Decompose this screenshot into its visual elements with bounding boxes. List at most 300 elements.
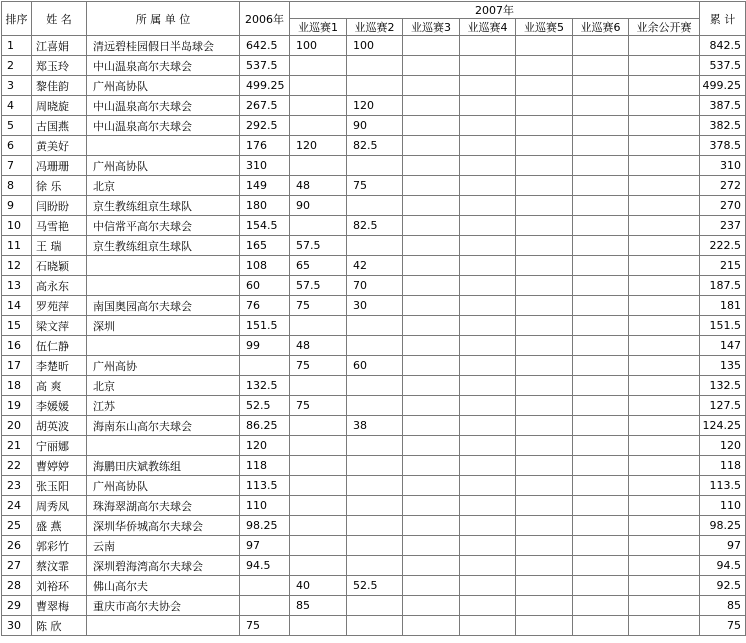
event-4-cell	[460, 596, 516, 616]
unit-cell	[87, 336, 240, 356]
table-row	[2, 376, 746, 396]
event-6-cell	[573, 96, 629, 116]
rank-cell: 3	[2, 76, 32, 96]
score-2006-cell: 60	[240, 276, 290, 296]
name-cell: 郑玉玲	[32, 56, 87, 76]
event-2-cell	[347, 196, 403, 216]
event-2-cell	[347, 396, 403, 416]
unit-cell: 京生教练组京生球队	[87, 236, 240, 256]
total-cell: 187.5	[700, 276, 746, 296]
unit-cell: 南国奥园高尔夫球会	[87, 296, 240, 316]
event-4-cell	[460, 436, 516, 456]
score-2006-cell: 99	[240, 336, 290, 356]
event-2-cell: 70	[347, 276, 403, 296]
total-cell: 92.5	[700, 576, 746, 596]
event-2-cell: 82.5	[347, 216, 403, 236]
event-6-cell	[573, 276, 629, 296]
rank-cell: 27	[2, 556, 32, 576]
event-3-cell	[403, 216, 460, 236]
table-row	[2, 236, 746, 256]
total-cell: 85	[700, 596, 746, 616]
event-1-cell: 100	[290, 36, 347, 56]
rank-cell: 2	[2, 56, 32, 76]
unit-cell: 中山温泉高尔夫球会	[87, 116, 240, 136]
event-6-cell	[573, 336, 629, 356]
event-1-cell	[290, 496, 347, 516]
rank-cell: 19	[2, 396, 32, 416]
score-2006-cell: 76	[240, 296, 290, 316]
total-cell: 97	[700, 536, 746, 556]
rank-cell: 15	[2, 316, 32, 336]
total-cell: 98.25	[700, 516, 746, 536]
event-5-cell	[516, 456, 573, 476]
rank-cell: 9	[2, 196, 32, 216]
event-1-cell	[290, 56, 347, 76]
event-6-cell	[573, 236, 629, 256]
event-4-cell	[460, 556, 516, 576]
unit-cell	[87, 616, 240, 636]
event-1-cell	[290, 556, 347, 576]
event-6-cell	[573, 36, 629, 56]
event-4-cell	[460, 476, 516, 496]
table-row	[2, 596, 746, 616]
event-6-cell	[573, 296, 629, 316]
table-row	[2, 36, 746, 56]
event-1-cell: 75	[290, 356, 347, 376]
event-3-cell	[403, 56, 460, 76]
unit-cell: 珠海翠湖高尔夫球会	[87, 496, 240, 516]
event-2-cell	[347, 436, 403, 456]
header-2006: 2006年	[240, 2, 290, 36]
rank-cell: 20	[2, 416, 32, 436]
event-2-cell	[347, 496, 403, 516]
event-4-cell	[460, 156, 516, 176]
rank-cell: 30	[2, 616, 32, 636]
table-row	[2, 116, 746, 136]
ranking-table	[1, 1, 746, 636]
name-cell: 古国燕	[32, 116, 87, 136]
event-6-cell	[573, 76, 629, 96]
score-2006-cell: 165	[240, 236, 290, 256]
event-2-cell	[347, 56, 403, 76]
total-cell: 181	[700, 296, 746, 316]
event-3-cell	[403, 36, 460, 56]
total-cell: 94.5	[700, 556, 746, 576]
event-3-cell	[403, 196, 460, 216]
event-2-cell	[347, 516, 403, 536]
event-2-cell: 90	[347, 116, 403, 136]
rank-cell: 1	[2, 36, 32, 56]
score-2006-cell: 176	[240, 136, 290, 156]
event-3-cell	[403, 116, 460, 136]
unit-cell: 广州高协队	[87, 76, 240, 96]
header-total: 累 计	[700, 2, 746, 36]
event-6-cell	[573, 516, 629, 536]
event-6-cell	[573, 196, 629, 216]
name-cell: 陈 欣	[32, 616, 87, 636]
table-row	[2, 156, 746, 176]
score-2006-cell: 52.5	[240, 396, 290, 416]
header-event-3: 业巡赛3	[403, 19, 460, 36]
table-body	[2, 36, 746, 636]
event-3-cell	[403, 576, 460, 596]
header-event-2: 业巡赛2	[347, 19, 403, 36]
event-4-cell	[460, 376, 516, 396]
total-cell: 127.5	[700, 396, 746, 416]
event-5-cell	[516, 496, 573, 516]
total-cell: 499.25	[700, 76, 746, 96]
event-4-cell	[460, 196, 516, 216]
event-5-cell	[516, 396, 573, 416]
total-cell: 387.5	[700, 96, 746, 116]
event-3-cell	[403, 376, 460, 396]
table-row	[2, 76, 746, 96]
event-4-cell	[460, 396, 516, 416]
event-1-cell: 48	[290, 336, 347, 356]
unit-cell: 重庆市高尔夫协会	[87, 596, 240, 616]
name-cell: 江喜娟	[32, 36, 87, 56]
event-7-cell	[629, 356, 700, 376]
event-6-cell	[573, 496, 629, 516]
table-header	[2, 2, 746, 36]
name-cell: 罗苑萍	[32, 296, 87, 316]
event-2-cell: 42	[347, 256, 403, 276]
table-row	[2, 96, 746, 116]
total-cell: 113.5	[700, 476, 746, 496]
header-event-open: 业余公开赛	[629, 19, 700, 36]
event-5-cell	[516, 36, 573, 56]
rank-cell: 11	[2, 236, 32, 256]
event-7-cell	[629, 416, 700, 436]
event-1-cell: 57.5	[290, 276, 347, 296]
table-row	[2, 536, 746, 556]
event-5-cell	[516, 56, 573, 76]
event-1-cell	[290, 96, 347, 116]
event-5-cell	[516, 376, 573, 396]
event-6-cell	[573, 216, 629, 236]
total-cell: 310	[700, 156, 746, 176]
event-7-cell	[629, 36, 700, 56]
event-1-cell	[290, 456, 347, 476]
event-3-cell	[403, 356, 460, 376]
event-3-cell	[403, 416, 460, 436]
total-cell: 272	[700, 176, 746, 196]
event-6-cell	[573, 176, 629, 196]
event-7-cell	[629, 296, 700, 316]
event-3-cell	[403, 516, 460, 536]
event-4-cell	[460, 136, 516, 156]
header-event-6: 业巡赛6	[573, 19, 629, 36]
event-3-cell	[403, 276, 460, 296]
score-2006-cell: 75	[240, 616, 290, 636]
event-6-cell	[573, 376, 629, 396]
event-5-cell	[516, 536, 573, 556]
event-3-cell	[403, 436, 460, 456]
event-1-cell: 65	[290, 256, 347, 276]
event-1-cell	[290, 516, 347, 536]
rank-cell: 26	[2, 536, 32, 556]
rank-cell: 23	[2, 476, 32, 496]
event-5-cell	[516, 356, 573, 376]
event-6-cell	[573, 436, 629, 456]
total-cell: 124.25	[700, 416, 746, 436]
event-7-cell	[629, 616, 700, 636]
event-5-cell	[516, 616, 573, 636]
score-2006-cell: 113.5	[240, 476, 290, 496]
event-3-cell	[403, 256, 460, 276]
name-cell: 王 瑞	[32, 236, 87, 256]
score-2006-cell: 499.25	[240, 76, 290, 96]
event-1-cell: 90	[290, 196, 347, 216]
event-7-cell	[629, 376, 700, 396]
event-7-cell	[629, 196, 700, 216]
unit-cell: 深圳	[87, 316, 240, 336]
name-cell: 伍仁静	[32, 336, 87, 356]
total-cell: 270	[700, 196, 746, 216]
event-4-cell	[460, 616, 516, 636]
table-row	[2, 476, 746, 496]
total-cell: 135	[700, 356, 746, 376]
unit-cell: 广州高协队	[87, 156, 240, 176]
table-row	[2, 456, 746, 476]
event-7-cell	[629, 516, 700, 536]
event-2-cell	[347, 556, 403, 576]
event-5-cell	[516, 276, 573, 296]
unit-cell: 海南东山高尔夫球会	[87, 416, 240, 436]
event-5-cell	[516, 576, 573, 596]
event-3-cell	[403, 76, 460, 96]
event-2-cell: 100	[347, 36, 403, 56]
event-5-cell	[516, 336, 573, 356]
name-cell: 郭彩竹	[32, 536, 87, 556]
event-7-cell	[629, 536, 700, 556]
total-cell: 222.5	[700, 236, 746, 256]
event-6-cell	[573, 596, 629, 616]
event-5-cell	[516, 256, 573, 276]
event-4-cell	[460, 236, 516, 256]
event-2-cell	[347, 76, 403, 96]
name-cell: 周晓旋	[32, 96, 87, 116]
rank-cell: 8	[2, 176, 32, 196]
name-cell: 高永东	[32, 276, 87, 296]
event-2-cell: 60	[347, 356, 403, 376]
score-2006-cell: 154.5	[240, 216, 290, 236]
event-4-cell	[460, 296, 516, 316]
event-3-cell	[403, 336, 460, 356]
name-cell: 黄美好	[32, 136, 87, 156]
unit-cell: 江苏	[87, 396, 240, 416]
header-event-5: 业巡赛5	[516, 19, 573, 36]
event-2-cell	[347, 456, 403, 476]
unit-cell: 云南	[87, 536, 240, 556]
total-cell: 110	[700, 496, 746, 516]
event-3-cell	[403, 136, 460, 156]
event-6-cell	[573, 396, 629, 416]
score-2006-cell: 98.25	[240, 516, 290, 536]
event-4-cell	[460, 536, 516, 556]
event-4-cell	[460, 576, 516, 596]
unit-cell: 北京	[87, 176, 240, 196]
event-2-cell	[347, 236, 403, 256]
unit-cell: 北京	[87, 376, 240, 396]
event-3-cell	[403, 316, 460, 336]
unit-cell: 广州高协队	[87, 476, 240, 496]
rank-cell: 10	[2, 216, 32, 236]
event-3-cell	[403, 556, 460, 576]
unit-cell: 深圳碧海湾高尔夫球会	[87, 556, 240, 576]
event-7-cell	[629, 556, 700, 576]
event-3-cell	[403, 176, 460, 196]
event-4-cell	[460, 316, 516, 336]
score-2006-cell: 180	[240, 196, 290, 216]
table-row	[2, 256, 746, 276]
event-7-cell	[629, 156, 700, 176]
name-cell: 张玉阳	[32, 476, 87, 496]
event-7-cell	[629, 236, 700, 256]
event-7-cell	[629, 216, 700, 236]
score-2006-cell	[240, 356, 290, 376]
event-6-cell	[573, 116, 629, 136]
event-5-cell	[516, 216, 573, 236]
total-cell: 215	[700, 256, 746, 276]
name-cell: 梁文萍	[32, 316, 87, 336]
event-1-cell	[290, 76, 347, 96]
event-5-cell	[516, 316, 573, 336]
unit-cell: 海鹏田庆斌教练组	[87, 456, 240, 476]
event-1-cell: 75	[290, 296, 347, 316]
rank-cell: 28	[2, 576, 32, 596]
event-2-cell: 82.5	[347, 136, 403, 156]
header-row-1	[2, 2, 746, 19]
event-4-cell	[460, 356, 516, 376]
score-2006-cell	[240, 596, 290, 616]
event-1-cell	[290, 436, 347, 456]
score-2006-cell: 642.5	[240, 36, 290, 56]
event-4-cell	[460, 516, 516, 536]
event-1-cell: 120	[290, 136, 347, 156]
event-4-cell	[460, 96, 516, 116]
score-2006-cell: 537.5	[240, 56, 290, 76]
event-5-cell	[516, 116, 573, 136]
total-cell: 537.5	[700, 56, 746, 76]
event-3-cell	[403, 296, 460, 316]
unit-cell: 京生教练组京生球队	[87, 196, 240, 216]
score-2006-cell: 118	[240, 456, 290, 476]
header-event-1: 业巡赛1	[290, 19, 347, 36]
event-6-cell	[573, 576, 629, 596]
event-7-cell	[629, 496, 700, 516]
table-row	[2, 196, 746, 216]
unit-cell	[87, 256, 240, 276]
rank-cell: 17	[2, 356, 32, 376]
event-5-cell	[516, 156, 573, 176]
event-2-cell: 38	[347, 416, 403, 436]
header-rank: 排序	[2, 2, 32, 36]
event-4-cell	[460, 496, 516, 516]
event-1-cell	[290, 416, 347, 436]
rank-cell: 25	[2, 516, 32, 536]
table-row	[2, 496, 746, 516]
event-4-cell	[460, 276, 516, 296]
event-1-cell: 48	[290, 176, 347, 196]
total-cell: 147	[700, 336, 746, 356]
event-4-cell	[460, 116, 516, 136]
score-2006-cell: 86.25	[240, 416, 290, 436]
score-2006-cell: 110	[240, 496, 290, 516]
name-cell: 蔡汶霏	[32, 556, 87, 576]
event-2-cell	[347, 476, 403, 496]
total-cell: 132.5	[700, 376, 746, 396]
event-7-cell	[629, 456, 700, 476]
table-row	[2, 356, 746, 376]
event-1-cell	[290, 376, 347, 396]
total-cell: 75	[700, 616, 746, 636]
name-cell: 马雪艳	[32, 216, 87, 236]
event-5-cell	[516, 176, 573, 196]
score-2006-cell: 132.5	[240, 376, 290, 396]
event-2-cell: 52.5	[347, 576, 403, 596]
event-6-cell	[573, 536, 629, 556]
event-4-cell	[460, 256, 516, 276]
score-2006-cell: 149	[240, 176, 290, 196]
rank-cell: 29	[2, 596, 32, 616]
event-6-cell	[573, 136, 629, 156]
name-cell: 高 爽	[32, 376, 87, 396]
event-6-cell	[573, 56, 629, 76]
table-row	[2, 56, 746, 76]
table-row	[2, 216, 746, 236]
event-6-cell	[573, 416, 629, 436]
table-row	[2, 616, 746, 636]
event-5-cell	[516, 476, 573, 496]
event-3-cell	[403, 456, 460, 476]
event-5-cell	[516, 556, 573, 576]
event-4-cell	[460, 36, 516, 56]
rank-cell: 13	[2, 276, 32, 296]
event-1-cell	[290, 156, 347, 176]
event-3-cell	[403, 476, 460, 496]
total-cell: 842.5	[700, 36, 746, 56]
score-2006-cell: 292.5	[240, 116, 290, 136]
event-6-cell	[573, 256, 629, 276]
header-unit: 所 属 单 位	[87, 2, 240, 36]
event-7-cell	[629, 116, 700, 136]
unit-cell: 清远碧桂园假日半岛球会	[87, 36, 240, 56]
name-cell: 胡英波	[32, 416, 87, 436]
unit-cell: 佛山高尔夫	[87, 576, 240, 596]
unit-cell	[87, 276, 240, 296]
event-5-cell	[516, 416, 573, 436]
event-1-cell	[290, 616, 347, 636]
event-2-cell	[347, 596, 403, 616]
header-name: 姓 名	[32, 2, 87, 36]
table-row	[2, 416, 746, 436]
table-row	[2, 276, 746, 296]
event-2-cell: 30	[347, 296, 403, 316]
event-7-cell	[629, 436, 700, 456]
event-1-cell	[290, 116, 347, 136]
rank-cell: 24	[2, 496, 32, 516]
table-row	[2, 396, 746, 416]
unit-cell: 广州高协	[87, 356, 240, 376]
rank-cell: 21	[2, 436, 32, 456]
event-2-cell	[347, 536, 403, 556]
rank-cell: 5	[2, 116, 32, 136]
event-7-cell	[629, 336, 700, 356]
name-cell: 李媛媛	[32, 396, 87, 416]
event-3-cell	[403, 596, 460, 616]
name-cell: 石晓颖	[32, 256, 87, 276]
